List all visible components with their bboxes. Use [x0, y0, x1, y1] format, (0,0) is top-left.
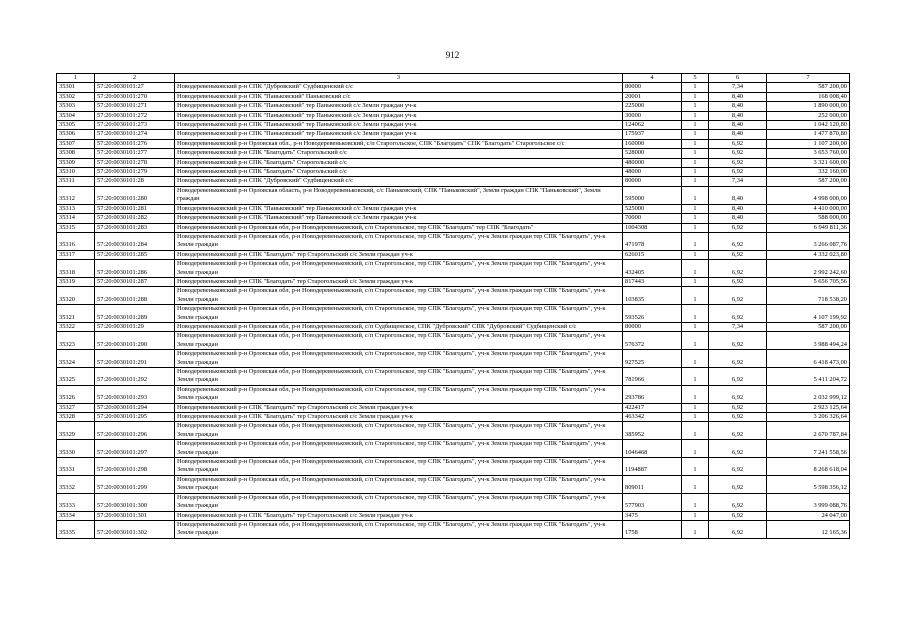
cadastral-table	[56, 73, 850, 539]
value-cell: 1 890 000,00	[767, 102, 850, 111]
rate-cell: 6,92	[709, 403, 767, 412]
count-cell: 1	[682, 250, 709, 259]
address-cell: Новодеревеньковский р-н Орловская обл, р-н Новодеревеньковский, с/п Старогольское, тер СПК "Благодать", уч-к Земли граждан тер СПК "Благодать", уч-к Земли граждан	[175, 440, 623, 458]
table-row	[57, 121, 850, 130]
table-row	[57, 177, 850, 186]
cadastral-number-cell: 57:20:0030101:27	[95, 83, 175, 92]
rate-cell: 6,92	[709, 139, 767, 148]
row-number-cell: 35333	[57, 493, 95, 511]
count-cell: 1	[682, 102, 709, 111]
value-cell: 2 923 125,64	[767, 403, 850, 412]
cadastral-number-cell: 57:20:0030101:299	[95, 475, 175, 493]
address-cell: Новодеревеньковский р-н Орловская обл, р-н Новодеревеньковский, с/п Старогольское, тер СПК "Благодать", уч-к Земли граждан тер СПК "Благодать", уч-к Земли граждан	[175, 385, 623, 403]
value-cell: 4 410 000,00	[767, 204, 850, 213]
area-cell: 593526	[623, 305, 682, 323]
header-row	[57, 74, 850, 83]
cadastral-number-cell: 57:20:0030101:274	[95, 130, 175, 139]
count-cell: 1	[682, 413, 709, 422]
cadastral-number-cell: 57:20:0030101:276	[95, 139, 175, 148]
rate-cell: 7,34	[709, 177, 767, 186]
header-cell: 1	[57, 74, 95, 83]
cadastral-number-cell: 57:20:0030101:302	[95, 520, 175, 538]
rate-cell: 6,92	[709, 287, 767, 305]
cadastral-number-cell: 57:20:0030101:285	[95, 250, 175, 259]
value-cell: 1 042 120,80	[767, 121, 850, 130]
table-row	[57, 158, 850, 167]
row-number-cell: 35303	[57, 102, 95, 111]
value-cell: 3 206 326,64	[767, 413, 850, 422]
count-cell: 1	[682, 458, 709, 476]
address-cell: Новодеревеньковский р-н СПК "Благодать" Старогольский с/с	[175, 158, 623, 167]
header-cell: 7	[767, 74, 850, 83]
count-cell: 1	[682, 158, 709, 167]
row-number-cell: 35326	[57, 385, 95, 403]
row-number-cell: 35318	[57, 260, 95, 278]
rate-cell: 6,92	[709, 260, 767, 278]
cadastral-number-cell: 57:20:0030101:271	[95, 102, 175, 111]
table-row	[57, 385, 850, 403]
area-cell: 103835	[623, 287, 682, 305]
rate-cell: 8,40	[709, 92, 767, 101]
row-number-cell: 35305	[57, 121, 95, 130]
address-cell: Новодеревеньковский р-н СПК "Паньковский" тер Паньковский с/с Земли граждан уч-к	[175, 102, 623, 111]
rate-cell: 6,92	[709, 440, 767, 458]
address-cell: Новодеревеньковский р-н Орловская обл, р-н Новодеревеньковский, с/п Старогольское, тер СПК "Благодать", уч-к Земли граждан тер СПК "Благодать", уч-к Земли граждан	[175, 493, 623, 511]
value-cell: 587 200,00	[767, 177, 850, 186]
table-row	[57, 368, 850, 386]
count-cell: 1	[682, 111, 709, 120]
area-cell: 48000	[623, 168, 682, 177]
cadastral-number-cell: 57:20:0030101:284	[95, 232, 175, 250]
table-row	[57, 111, 850, 120]
table-row	[57, 250, 850, 259]
value-cell: 4 998 000,00	[767, 186, 850, 204]
rate-cell: 6,92	[709, 493, 767, 511]
area-cell: 577903	[623, 493, 682, 511]
address-cell: Новодеревеньковский р-н Орловская обл, р-н Новодеревеньковский, с/п Старогольское, тер СПК "Благодать", уч-к Земли граждан тер СПК "Благодать", уч-к Земли граждан	[175, 232, 623, 250]
address-cell: Новодеревеньковский р-н Орловская обл, р-н Новодеревеньковский, с/п Старогольское, тер СПК "Благодать" тер СПК "Благодать"	[175, 223, 623, 232]
cadastral-number-cell: 57:20:0030101:301	[95, 511, 175, 520]
rate-cell: 6,92	[709, 250, 767, 259]
count-cell: 1	[682, 204, 709, 213]
table-row	[57, 458, 850, 476]
area-cell: 20001	[623, 92, 682, 101]
area-cell: 1004308	[623, 223, 682, 232]
value-cell: 2 032 999,12	[767, 385, 850, 403]
row-number-cell: 35316	[57, 232, 95, 250]
address-cell: Новодеревеньковский р-н Орловская обл, р-н Новодеревеньковский, с/п Старогольское, тер СПК "Благодать", уч-к Земли граждан тер СПК "Благодать", уч-к Земли граждан	[175, 458, 623, 476]
address-cell: Новодеревеньковский р-н Орловская обл, р-н Новодеревеньковский, с/п Судбищенское, СПК "Дубровский" СПК "Дубровский" Судбищенский с/с	[175, 322, 623, 331]
address-cell: Новодеревеньковский р-н СПК "Благодать" тер Старогольский с/с Земли граждан уч-к	[175, 250, 623, 259]
address-cell: Новодеревеньковский р-н СПК "Дубровский" Судбищенский с/с	[175, 177, 623, 186]
row-number-cell: 35325	[57, 368, 95, 386]
row-number-cell: 35304	[57, 111, 95, 120]
address-cell: Новодеревеньковский р-н СПК "Благодать" тер Старогольский с/с Земли граждан уч-к	[175, 403, 623, 412]
cadastral-number-cell: 57:20:0030101:281	[95, 204, 175, 213]
row-number-cell: 35334	[57, 511, 95, 520]
cadastral-number-cell: 57:20:0030101:28	[95, 177, 175, 186]
header-cell: 5	[682, 74, 709, 83]
row-number-cell: 35313	[57, 204, 95, 213]
cadastral-number-cell: 57:20:0030101:272	[95, 111, 175, 120]
rate-cell: 6,92	[709, 277, 767, 286]
row-number-cell: 35302	[57, 92, 95, 101]
value-cell: 1 107 200,00	[767, 139, 850, 148]
count-cell: 1	[682, 287, 709, 305]
table-row	[57, 92, 850, 101]
address-cell: Новодеревеньковский р-н Орловская обл., р-н Новодеревеньковский, с/п Старогольское, СПК "Благодать" СПК "Благодать" Старогольское с/с	[175, 139, 623, 148]
address-cell: Новодеревеньковский р-н СПК "Благодать" тер Старогольский с/с Земли граждан уч-к	[175, 413, 623, 422]
row-number-cell: 35335	[57, 520, 95, 538]
cadastral-number-cell: 57:20:0030101:298	[95, 458, 175, 476]
value-cell: 7 241 558,56	[767, 440, 850, 458]
value-cell: 12 165,36	[767, 520, 850, 538]
count-cell: 1	[682, 511, 709, 520]
page-number: 912	[445, 50, 460, 60]
cadastral-number-cell: 57:20:0030101:291	[95, 350, 175, 368]
area-cell: 70000	[623, 214, 682, 223]
address-cell: Новодеревеньковский р-н СПК "Паньковский" тер Паньковский с/с Земли граждан уч-к	[175, 214, 623, 223]
table-row	[57, 204, 850, 213]
area-cell: 626015	[623, 250, 682, 259]
rate-cell: 7,34	[709, 322, 767, 331]
table-row	[57, 520, 850, 538]
rate-cell: 6,92	[709, 149, 767, 158]
cadastral-number-cell: 57:20:0030101:288	[95, 287, 175, 305]
table-row	[57, 223, 850, 232]
address-cell: Новодеревеньковский р-н СПК "Паньковский" тер Паньковский с/с Земли граждан уч-к	[175, 111, 623, 120]
address-cell: Новодеревеньковский р-н Орловская обл, р-н Новодеревеньковский, с/п Старогольское, тер СПК "Благодать", уч-к Земли граждан тер СПК "Благодать", уч-к Земли граждан	[175, 305, 623, 323]
area-cell: 80000	[623, 322, 682, 331]
count-cell: 1	[682, 177, 709, 186]
rate-cell: 6,92	[709, 475, 767, 493]
value-cell: 3 999 088,76	[767, 493, 850, 511]
rate-cell: 6,92	[709, 223, 767, 232]
count-cell: 1	[682, 149, 709, 158]
count-cell: 1	[682, 403, 709, 412]
cadastral-number-cell: 57:20:0030101:283	[95, 223, 175, 232]
rate-cell: 6,92	[709, 168, 767, 177]
table-row	[57, 493, 850, 511]
row-number-cell: 35332	[57, 475, 95, 493]
row-number-cell: 35308	[57, 149, 95, 158]
value-cell: 718 538,20	[767, 287, 850, 305]
cadastral-number-cell: 57:20:0030101:293	[95, 385, 175, 403]
area-cell: 817443	[623, 277, 682, 286]
value-cell: 587 200,00	[767, 322, 850, 331]
row-number-cell: 35311	[57, 177, 95, 186]
row-number-cell: 35314	[57, 214, 95, 223]
row-number-cell: 35324	[57, 350, 95, 368]
address-cell: Новодеревеньковский р-н СПК "Благодать" Старогольский с/с	[175, 149, 623, 158]
count-cell: 1	[682, 168, 709, 177]
address-cell: Новодеревеньковский р-н СПК "Паньковский" тер Паньковский с/с Земли граждан уч-к	[175, 121, 623, 130]
rate-cell: 8,40	[709, 111, 767, 120]
count-cell: 1	[682, 322, 709, 331]
count-cell: 1	[682, 92, 709, 101]
row-number-cell: 35319	[57, 277, 95, 286]
area-cell: 595000	[623, 186, 682, 204]
table-row	[57, 413, 850, 422]
count-cell: 1	[682, 305, 709, 323]
row-number-cell: 35309	[57, 158, 95, 167]
count-cell: 1	[682, 139, 709, 148]
value-cell: 4 332 023,80	[767, 250, 850, 259]
address-cell: Новодеревеньковский р-н Орловская обл, р-н Новодеревеньковский, с/п Старогольское, тер СПК "Благодать", уч-к Земли граждан тер СПК "Благодать", уч-к Земли граждан	[175, 422, 623, 440]
area-cell: 293786	[623, 385, 682, 403]
table-row	[57, 232, 850, 250]
rate-cell: 6,92	[709, 520, 767, 538]
cadastral-number-cell: 57:20:0030101:280	[95, 186, 175, 204]
value-cell: 587 200,00	[767, 83, 850, 92]
cadastral-number-cell: 57:20:0030101:290	[95, 332, 175, 350]
table-row	[57, 186, 850, 204]
rate-cell: 6,92	[709, 458, 767, 476]
count-cell: 1	[682, 520, 709, 538]
area-cell: 175937	[623, 130, 682, 139]
rate-cell: 6,92	[709, 305, 767, 323]
value-cell: 6 418 473,00	[767, 350, 850, 368]
table-row	[57, 130, 850, 139]
cadastral-number-cell: 57:20:0030101:282	[95, 214, 175, 223]
cadastral-number-cell: 57:20:0030101:286	[95, 260, 175, 278]
area-cell: 1046468	[623, 440, 682, 458]
count-cell: 1	[682, 493, 709, 511]
area-cell: 1194887	[623, 458, 682, 476]
address-cell: Новодеревеньковский р-н СПК "Благодать" тер Старогольский с/с Земли граждан уч-к	[175, 511, 623, 520]
area-cell: 480000	[623, 158, 682, 167]
row-number-cell: 35328	[57, 413, 95, 422]
row-number-cell: 35312	[57, 186, 95, 204]
rate-cell: 7,34	[709, 83, 767, 92]
count-cell: 1	[682, 475, 709, 493]
count-cell: 1	[682, 350, 709, 368]
rate-cell: 8,40	[709, 130, 767, 139]
table-row	[57, 277, 850, 286]
table-row	[57, 260, 850, 278]
row-number-cell: 35310	[57, 168, 95, 177]
value-cell: 6 949 811,36	[767, 223, 850, 232]
address-cell: Новодеревеньковский р-н Орловская область, р-н Новодеревеньковский, с/с Паньковский, СПК "Паньковский", Земли граждан СПК "Паньковский", Земли граждан	[175, 186, 623, 204]
count-cell: 1	[682, 214, 709, 223]
row-number-cell: 35322	[57, 322, 95, 331]
rate-cell: 8,40	[709, 214, 767, 223]
value-cell: 5 656 705,56	[767, 277, 850, 286]
area-cell: 30000	[623, 111, 682, 120]
area-cell: 927525	[623, 350, 682, 368]
value-cell: 3 321 600,00	[767, 158, 850, 167]
cadastral-number-cell: 57:20:0030101:287	[95, 277, 175, 286]
address-cell: Новодеревеньковский р-н Орловская обл, р-н Новодеревеньковский, с/п Старогольское, тер СПК "Благодать", уч-к Земли граждан тер СПК "Благодать", уч-к Земли граждан	[175, 475, 623, 493]
count-cell: 1	[682, 368, 709, 386]
table-row	[57, 305, 850, 323]
cadastral-number-cell: 57:20:0030101:273	[95, 121, 175, 130]
table-row	[57, 139, 850, 148]
area-cell: 225000	[623, 102, 682, 111]
rate-cell: 8,40	[709, 186, 767, 204]
header-cell: 6	[709, 74, 767, 83]
area-cell: 463342	[623, 413, 682, 422]
value-cell: 2 670 787,84	[767, 422, 850, 440]
address-cell: Новодеревеньковский р-н СПК "Паньковский" тер Паньковский с/с Земли граждан уч-к	[175, 204, 623, 213]
area-cell: 576372	[623, 332, 682, 350]
address-cell: Новодеревеньковский р-н Орловская обл, р-н Новодеревеньковский, с/п Старогольское, тер СПК "Благодать", уч-к Земли граждан тер СПК "Благодать", уч-к Земли граждан	[175, 350, 623, 368]
address-cell: Новодеревеньковский р-н Орловская обл, р-н Новодеревеньковский, с/п Старогольское, тер СПК "Благодать", уч-к Земли граждан тер СПК "Благодать", уч-к Земли граждан	[175, 368, 623, 386]
cadastral-number-cell: 57:20:0030101:294	[95, 403, 175, 412]
count-cell: 1	[682, 121, 709, 130]
area-cell: 471978	[623, 232, 682, 250]
rate-cell: 6,92	[709, 511, 767, 520]
row-number-cell: 35307	[57, 139, 95, 148]
table-row	[57, 149, 850, 158]
value-cell: 5 598 356,12	[767, 475, 850, 493]
table-row	[57, 475, 850, 493]
address-cell: Новодеревеньковский р-н Орловская обл, р-н Новодеревеньковский, с/п Старогольское, тер СПК "Благодать", уч-к Земли граждан тер СПК "Благодать", уч-к Земли граждан	[175, 287, 623, 305]
area-cell: 385952	[623, 422, 682, 440]
row-number-cell: 35327	[57, 403, 95, 412]
area-cell: 1758	[623, 520, 682, 538]
area-cell: 124062	[623, 121, 682, 130]
header-cell: 2	[95, 74, 175, 83]
cadastral-number-cell: 57:20:0030101:300	[95, 493, 175, 511]
address-cell: Новодеревеньковский р-н СПК "Паньковский" тер Паньковский с/с Земли граждан уч-к	[175, 130, 623, 139]
value-cell: 8 268 618,04	[767, 458, 850, 476]
table-row	[57, 332, 850, 350]
rate-cell: 6,92	[709, 232, 767, 250]
address-cell: Новодеревеньковский р-н СПК "Благодать" тер Старогольский с/с Земли граждан уч-к	[175, 277, 623, 286]
area-cell: 160000	[623, 139, 682, 148]
area-cell: 528000	[623, 149, 682, 158]
row-number-cell: 35315	[57, 223, 95, 232]
rate-cell: 6,92	[709, 350, 767, 368]
cadastral-number-cell: 57:20:0030101:296	[95, 422, 175, 440]
count-cell: 1	[682, 332, 709, 350]
count-cell: 1	[682, 260, 709, 278]
address-cell: Новодеревеньковский р-н Орловская обл, р-н Новодеревеньковский, с/п Старогольское, тер СПК "Благодать", уч-к Земли граждан тер СПК "Благодать", уч-к Земли граждан	[175, 260, 623, 278]
count-cell: 1	[682, 277, 709, 286]
address-cell: Новодеревеньковский р-н Орловская обл, р-н Новодеревеньковский, с/п Старогольское, тер СПК "Благодать", уч-к Земли граждан тер СПК "Благодать", уч-к Земли граждан	[175, 332, 623, 350]
cadastral-number-cell: 57:20:0030101:270	[95, 92, 175, 101]
area-cell: 80000	[623, 177, 682, 186]
row-number-cell: 35306	[57, 130, 95, 139]
value-cell: 2 992 242,60	[767, 260, 850, 278]
address-cell: Новодеревеньковский р-н СПК "Паньковский" Паньковский с/с	[175, 92, 623, 101]
count-cell: 1	[682, 422, 709, 440]
rate-cell: 8,40	[709, 102, 767, 111]
count-cell: 1	[682, 385, 709, 403]
table-row	[57, 440, 850, 458]
row-number-cell: 35329	[57, 422, 95, 440]
rate-cell: 6,92	[709, 368, 767, 386]
area-cell: 809011	[623, 475, 682, 493]
table-row	[57, 287, 850, 305]
cadastral-number-cell: 57:20:0030101:292	[95, 368, 175, 386]
value-cell: 3 653 760,00	[767, 149, 850, 158]
rate-cell: 6,92	[709, 422, 767, 440]
row-number-cell: 35320	[57, 287, 95, 305]
area-cell: 3475	[623, 511, 682, 520]
value-cell: 252 000,00	[767, 111, 850, 120]
area-cell: 781966	[623, 368, 682, 386]
table-row	[57, 83, 850, 92]
header-cell: 3	[175, 74, 623, 83]
cadastral-number-cell: 57:20:0030101:29	[95, 322, 175, 331]
row-number-cell: 35331	[57, 458, 95, 476]
area-cell: 432405	[623, 260, 682, 278]
rate-cell: 8,40	[709, 204, 767, 213]
address-cell: Новодеревеньковский р-н СПК "Благодать" Старогольский с/с	[175, 168, 623, 177]
row-number-cell: 35321	[57, 305, 95, 323]
cadastral-number-cell: 57:20:0030101:297	[95, 440, 175, 458]
count-cell: 1	[682, 223, 709, 232]
table-row	[57, 322, 850, 331]
table-row	[57, 511, 850, 520]
address-cell: Новодеревеньковский р-н СПК "Дубровский" Судбищенский с/с	[175, 83, 623, 92]
area-cell: 525000	[623, 204, 682, 213]
cadastral-number-cell: 57:20:0030101:278	[95, 158, 175, 167]
value-cell: 5 411 204,72	[767, 368, 850, 386]
table-row	[57, 403, 850, 412]
value-cell: 24 047,00	[767, 511, 850, 520]
table-row	[57, 168, 850, 177]
cadastral-number-cell: 57:20:0030101:295	[95, 413, 175, 422]
rate-cell: 6,92	[709, 158, 767, 167]
area-cell: 80000	[623, 83, 682, 92]
cadastral-number-cell: 57:20:0030101:289	[95, 305, 175, 323]
row-number-cell: 35317	[57, 250, 95, 259]
table-row	[57, 350, 850, 368]
count-cell: 1	[682, 130, 709, 139]
row-number-cell: 35323	[57, 332, 95, 350]
value-cell: 3 266 087,76	[767, 232, 850, 250]
row-number-cell: 35330	[57, 440, 95, 458]
rate-cell: 6,92	[709, 413, 767, 422]
cadastral-number-cell: 57:20:0030101:279	[95, 168, 175, 177]
address-cell: Новодеревеньковский р-н Орловская обл, р-н Новодеревеньковский, с/п Старогольское, тер СПК "Благодать", уч-к Земли граждан тер СПК "Благодать", уч-к Земли граждан	[175, 520, 623, 538]
rate-cell: 6,92	[709, 385, 767, 403]
header-cell: 4	[623, 74, 682, 83]
value-cell: 1 477 870,80	[767, 130, 850, 139]
value-cell: 4 107 199,92	[767, 305, 850, 323]
rate-cell: 6,92	[709, 332, 767, 350]
value-cell: 3 988 494,24	[767, 332, 850, 350]
table-row	[57, 102, 850, 111]
area-cell: 422417	[623, 403, 682, 412]
value-cell: 588 000,00	[767, 214, 850, 223]
count-cell: 1	[682, 186, 709, 204]
table-row	[57, 422, 850, 440]
row-number-cell: 35301	[57, 83, 95, 92]
cadastral-number-cell: 57:20:0030101:277	[95, 149, 175, 158]
rate-cell: 8,40	[709, 121, 767, 130]
count-cell: 1	[682, 232, 709, 250]
table-row	[57, 214, 850, 223]
count-cell: 1	[682, 83, 709, 92]
count-cell: 1	[682, 440, 709, 458]
value-cell: 168 008,40	[767, 92, 850, 101]
value-cell: 332 160,00	[767, 168, 850, 177]
